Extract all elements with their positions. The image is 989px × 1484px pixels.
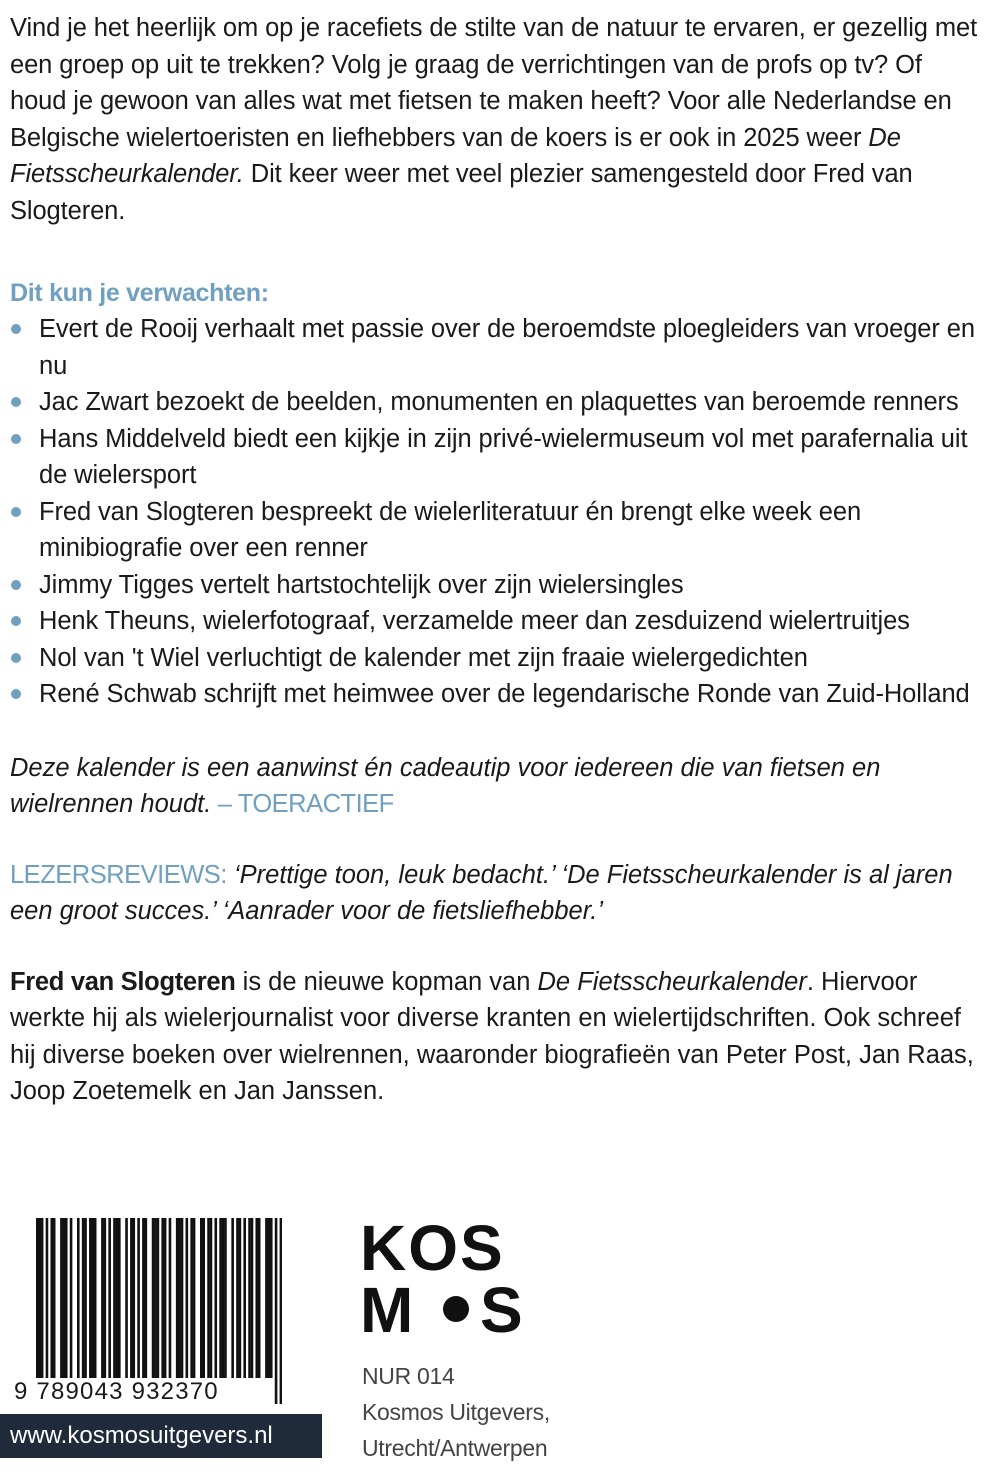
feature-item — [10, 603, 985, 640]
feature-text: Jimmy Tigges vertelt hartstochtelijk over zijn wielersingles — [39, 570, 684, 599]
bullet-icon — [11, 689, 21, 699]
barcode-bar — [38, 1218, 41, 1404]
barcode-bar — [255, 1218, 258, 1404]
barcode-bar — [116, 1218, 119, 1404]
feature-item — [10, 676, 985, 713]
bullet-icon — [11, 507, 21, 517]
feature-item — [10, 384, 985, 421]
barcode-bar — [214, 1218, 217, 1404]
barcode-bar — [248, 1218, 251, 1404]
barcode-bar — [94, 1218, 97, 1404]
kosmos-logo — [360, 1218, 530, 1338]
barcode-bar — [113, 1218, 116, 1404]
barcode-bar — [89, 1218, 92, 1404]
features-heading: Dit kun je verwachten: — [10, 279, 269, 307]
barcode-bar — [270, 1218, 273, 1404]
author-name: Fred van Slogteren — [10, 967, 236, 996]
quote-text: Deze kalender is een aanwinst én cadeautip voor iedereen die van fietsen en wielrennen houdt. — [10, 753, 881, 818]
feature-text: Henk Theuns, wielerfotograaf, verzamelde meer dan zesduizend wielertruitjes — [39, 607, 910, 635]
author-book-title: De Fietsscheurkalender — [537, 967, 807, 996]
barcode-bar — [236, 1218, 239, 1404]
barcode-bar — [202, 1218, 205, 1404]
barcode-bar — [91, 1218, 94, 1404]
barcode-bar — [82, 1218, 85, 1404]
barcode-bar — [104, 1218, 107, 1404]
reviews-label: LEZERSREVIEWS: — [10, 860, 227, 889]
barcode-bar — [137, 1218, 140, 1404]
feature-item — [10, 567, 985, 604]
barcode-bar — [265, 1218, 268, 1404]
bullet-icon — [11, 397, 21, 407]
author-bio-start: is de nieuwe kopman van — [235, 967, 538, 996]
barcode-bar — [63, 1218, 66, 1404]
bullet-icon — [11, 616, 21, 626]
isbn-number: 9 789043 932370 — [14, 1378, 274, 1406]
feature-text: Nol van 't Wiel verluchtigt de kalender met zijn fraaie wielergedichten — [39, 643, 808, 672]
barcode-bar — [169, 1218, 172, 1404]
barcode-bar — [53, 1218, 56, 1404]
barcode-bar — [152, 1218, 155, 1404]
barcode-bar — [164, 1218, 167, 1404]
barcode-bar — [145, 1218, 148, 1404]
barcode-bar — [36, 1218, 39, 1404]
barcode-bar — [84, 1218, 87, 1404]
feature-item — [10, 421, 985, 494]
barcode-bar — [258, 1218, 261, 1404]
barcode-bar — [46, 1218, 49, 1404]
barcode-bar — [190, 1218, 193, 1404]
barcode-bar — [70, 1218, 73, 1404]
barcode-bar — [65, 1218, 68, 1404]
feature-text: Evert de Rooij verhaalt met passie over de beroemdste ploegleiders van vroeger en nu — [39, 315, 975, 380]
barcode-bar — [193, 1218, 196, 1404]
publisher-place: Utrecht/Antwerpen — [362, 1435, 548, 1461]
barcode-bar — [210, 1218, 213, 1404]
barcode-bar — [108, 1218, 111, 1404]
barcode-bar — [251, 1218, 254, 1404]
bullet-icon — [11, 434, 21, 444]
feature-item — [10, 494, 985, 567]
barcode-bar — [181, 1218, 184, 1404]
feature-item — [10, 311, 985, 384]
feature-text: Jac Zwart bezoekt de beelden, monumenten en plaquettes van beroemde renners — [39, 388, 959, 416]
features-list — [10, 311, 985, 713]
barcode-bar — [268, 1218, 271, 1404]
barcode-bar — [280, 1218, 282, 1404]
barcode-bar — [130, 1218, 133, 1404]
logo-row-2-left: M — [360, 1274, 414, 1338]
barcode-bar — [224, 1218, 227, 1404]
barcode-bar — [178, 1218, 181, 1404]
intro-paragraph — [10, 10, 985, 229]
reader-reviews — [10, 857, 985, 930]
back-cover-text — [10, 10, 985, 1110]
barcode-bar — [142, 1218, 145, 1404]
barcode-bar — [222, 1218, 225, 1404]
feature-item — [10, 640, 985, 677]
press-quote — [10, 750, 985, 823]
barcode-bar — [200, 1218, 203, 1404]
barcode-bar — [231, 1218, 234, 1404]
barcode-bar — [186, 1218, 189, 1404]
barcode-bar — [41, 1218, 44, 1404]
barcode-bar — [219, 1218, 222, 1404]
barcode-bar — [243, 1218, 246, 1404]
barcode-bar — [125, 1218, 128, 1404]
logo-dot — [443, 1296, 469, 1322]
barcode-bar — [118, 1218, 121, 1404]
feature-text: Fred van Slogteren bespreekt de wielerliteratuur én brengt elke week een minibiografie over een renner — [39, 497, 862, 562]
intro-book-title: De Fietsscheurkalender. — [10, 123, 901, 188]
nur-code: NUR 014 — [362, 1363, 455, 1389]
author-bio — [10, 964, 985, 1110]
intro-text-end: Dit keer weer met veel plezier samengesteld door Fred van Slogteren. — [10, 160, 913, 225]
logo-row-1: KOS — [360, 1218, 505, 1284]
quote-attribution: – TOERACTIEF — [211, 790, 394, 818]
logo-row-2-right: S — [480, 1274, 523, 1338]
publisher-website[interactable]: www.kosmosuitgevers.nl — [0, 1414, 322, 1458]
barcode-bar — [132, 1218, 135, 1404]
barcode-bar — [77, 1218, 80, 1404]
barcode-bar — [176, 1218, 179, 1404]
intro-text: Vind je het heerlijk om op je racefiets de stilte van de natuur te ervaren, er gezellig met een groep op uit te trekken? Volg je graag de verrichtingen van de profs op tv? Of houd je gewoon van alles wat met fietsen te maken heeft? Voor alle Nederlandse en Belgische wielertoeristen en liefhebbers van de koers is er ook in 2025 weer — [10, 14, 978, 152]
bullet-icon — [11, 324, 21, 334]
publisher-info — [362, 1358, 550, 1466]
author-bio-end: . Hiervoor werkte hij als wielerjournalist voor diverse kranten en wielertijdschriften. Ook schreef hij diverse boeken over wielrennen, waaronder biografieën van Peter Post, Jan Raas, Joop Zoetemelk en Jan Janssen. — [10, 967, 974, 1105]
barcode-bar — [157, 1218, 160, 1404]
bullet-icon — [11, 653, 21, 663]
barcode-bar — [275, 1218, 278, 1404]
barcode-bar — [207, 1218, 210, 1404]
reviews-text: ‘Prettige toon, leuk bedacht.’ ‘De Fietsscheurkalender is al jaren een groot succes.’ ‘Aanrader voor de fietsliefhebber.’ — [10, 860, 953, 925]
publisher-name: Kosmos Uitgevers, — [362, 1399, 550, 1425]
feature-text: Hans Middelveld biedt een kijkje in zijn privé-wielermuseum vol met parafernalia uit de wielersport — [39, 424, 968, 489]
barcode-bar — [154, 1218, 157, 1404]
bullet-icon — [11, 580, 21, 590]
barcode-bar — [50, 1218, 53, 1404]
isbn-barcode — [36, 1218, 282, 1404]
feature-text: René Schwab schrijft met heimwee over de legendarische Ronde van Zuid-Holland — [39, 680, 970, 708]
barcode-bar — [161, 1218, 164, 1404]
barcode-bar — [101, 1218, 104, 1404]
barcode-bar — [239, 1218, 242, 1404]
barcode-bar — [60, 1218, 63, 1404]
